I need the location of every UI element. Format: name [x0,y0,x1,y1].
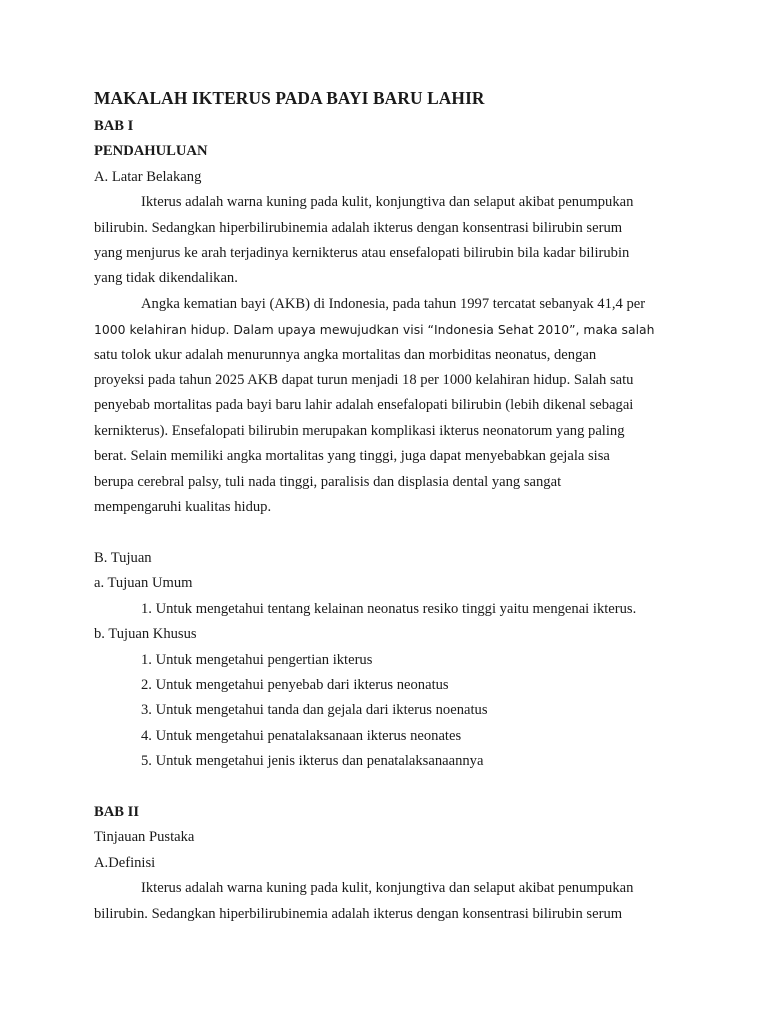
paragraph-line: penyebab mortalitas pada bayi baru lahir adalah ensefalopati bilirubin (lebih dikenal sebagai [94,397,634,414]
section-definisi: A.Definisi [94,854,156,871]
paragraph-line: berat. Selain memiliki angka mortalitas yang tinggi, juga dapat menyebabkan gejala sisa [94,448,610,465]
bab1-label: BAB I [94,118,134,134]
paragraph-line: mempengaruhi kualitas hidup. [94,499,272,516]
paragraph-line: 1000 kelahiran hidup. Dalam upaya mewujudkan visi “Indonesia Sehat 2010”, maka salah [94,322,655,338]
list-item: 5. Untuk mengetahui jenis ikterus dan penatalaksanaannya [141,753,484,770]
tujuan-umum-label: a. Tujuan Umum [94,575,193,592]
document-page [94,84,694,927]
section-tujuan: B. Tujuan [94,549,152,566]
tujuan-khusus-label: b. Tujuan Khusus [94,626,197,643]
blank-line [94,521,694,546]
bab2-heading: Tinjauan Pustaka [94,829,195,846]
list-item: 1. Untuk mengetahui pengertian ikterus [141,651,373,668]
paragraph-line: yang tidak dikendalikan. [94,270,238,287]
paragraph-line: Ikterus adalah warna kuning pada kulit, konjungtiva dan selaput akibat penumpukan [141,194,634,211]
document-title: MAKALAH IKTERUS PADA BAYI BARU LAHIR [94,88,485,108]
paragraph-line: berupa cerebral palsy, tuli nada tinggi, paralisis dan displasia dental yang sangat [94,473,562,490]
paragraph-line: Angka kematian bayi (AKB) di Indonesia, pada tahun 1997 tercatat sebanyak 41,4 per [141,295,646,312]
paragraph-ikterus-definition [94,190,694,292]
paragraph-line: bilirubin. Sedangkan hiperbilirubinemia adalah ikterus dengan konsentrasi bilirubin serum [94,905,623,922]
paragraph-line: yang menjurus ke arah terjadinya kernikterus atau ensefalopati bilirubin bila kadar bilirubin [94,245,630,262]
paragraph-line: kernikterus). Ensefalopati bilirubin merupakan komplikasi ikterus neonatorum yang paling [94,422,625,439]
paragraph-line: satu tolok ukur adalah menurunnya angka mortalitas dan morbiditas neonatus, dengan [94,346,597,363]
section-latar-belakang: A. Latar Belakang [94,168,202,185]
list-item: 1. Untuk mengetahui tentang kelainan neonatus resiko tinggi yaitu mengenai ikterus. [141,600,637,617]
blank-line [94,775,694,800]
paragraph-definisi [94,876,694,927]
bab1-heading: PENDAHULUAN [94,143,208,160]
paragraph-line: bilirubin. Sedangkan hiperbilirubinemia adalah ikterus dengan konsentrasi bilirubin serum [94,219,623,236]
paragraph-line: proyeksi pada tahun 2025 AKB dapat turun menjadi 18 per 1000 kelahiran hidup. Salah satu [94,372,634,389]
bab2-label: BAB II [94,803,140,820]
list-item: 2. Untuk mengetahui penyebab dari ikterus neonatus [141,676,449,693]
list-item: 3. Untuk mengetahui tanda dan gejala dari ikterus noenatus [141,702,488,719]
paragraph-line: Ikterus adalah warna kuning pada kulit, konjungtiva dan selaput akibat penumpukan [141,880,634,897]
paragraph-angka-kematian [94,292,694,521]
list-item: 4. Untuk mengetahui penatalaksanaan ikterus neonates [141,727,462,744]
